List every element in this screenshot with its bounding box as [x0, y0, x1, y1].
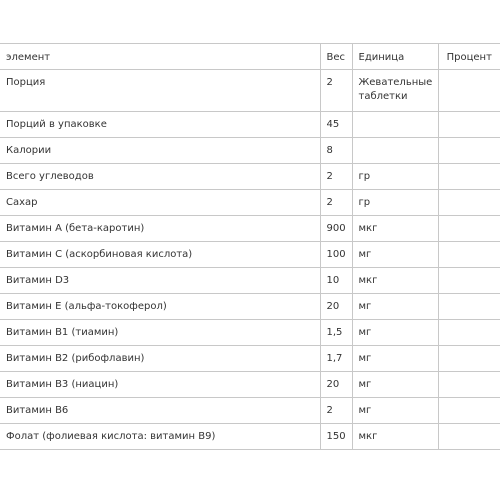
cell-weight: 1,7 [320, 346, 352, 372]
cell-unit: мкг [352, 424, 438, 450]
cell-unit: мкг [352, 268, 438, 294]
cell-weight: 10 [320, 268, 352, 294]
cell-percent [438, 320, 500, 346]
cell-unit: гр [352, 190, 438, 216]
cell-percent [438, 424, 500, 450]
cell-weight: 20 [320, 294, 352, 320]
cell-unit: мг [352, 242, 438, 268]
table-header-row [0, 44, 500, 70]
cell-element: Витамин C (аскорбиновая кислота) [0, 242, 320, 268]
cell-weight: 2 [320, 398, 352, 424]
cell-unit: мг [352, 346, 438, 372]
cell-unit: гр [352, 164, 438, 190]
cell-percent [438, 294, 500, 320]
table-row [0, 70, 500, 112]
cell-percent [438, 268, 500, 294]
cell-unit: мг [352, 294, 438, 320]
cell-element: Витамин E (альфа-токоферол) [0, 294, 320, 320]
cell-weight: 900 [320, 216, 352, 242]
cell-weight: 150 [320, 424, 352, 450]
cell-weight: 1,5 [320, 320, 352, 346]
cell-percent [438, 372, 500, 398]
cell-weight: 20 [320, 372, 352, 398]
cell-element: Всего углеводов [0, 164, 320, 190]
table-row [0, 294, 500, 320]
header-percent: Процент [438, 44, 500, 70]
cell-element: Витамин D3 [0, 268, 320, 294]
cell-element: Витамин B6 [0, 398, 320, 424]
table-row [0, 164, 500, 190]
cell-element: Витамин А (бета-каротин) [0, 216, 320, 242]
cell-percent [438, 216, 500, 242]
cell-unit: мкг [352, 216, 438, 242]
cell-weight: 100 [320, 242, 352, 268]
table-row [0, 398, 500, 424]
table-row [0, 424, 500, 450]
cell-unit [352, 138, 438, 164]
cell-weight: 2 [320, 70, 352, 112]
cell-element: Сахар [0, 190, 320, 216]
cell-percent [438, 112, 500, 138]
cell-weight: 2 [320, 164, 352, 190]
cell-percent [438, 242, 500, 268]
cell-percent [438, 164, 500, 190]
table-row [0, 346, 500, 372]
table-row [0, 320, 500, 346]
table-row [0, 190, 500, 216]
cell-unit [352, 112, 438, 138]
header-unit: Единица [352, 44, 438, 70]
table-row [0, 372, 500, 398]
cell-unit: мг [352, 398, 438, 424]
cell-percent [438, 70, 500, 112]
cell-weight: 45 [320, 112, 352, 138]
cell-element: Витамин B1 (тиамин) [0, 320, 320, 346]
nutrition-table-container [0, 43, 500, 450]
cell-percent [438, 398, 500, 424]
cell-unit: мг [352, 372, 438, 398]
cell-element: Порций в упаковке [0, 112, 320, 138]
cell-element: Витамин B2 (рибофлавин) [0, 346, 320, 372]
cell-element: Фолат (фолиевая кислота: витамин B9) [0, 424, 320, 450]
table-row [0, 112, 500, 138]
nutrition-table [0, 43, 500, 450]
cell-unit: мг [352, 320, 438, 346]
cell-element: Калории [0, 138, 320, 164]
cell-element: Витамин B3 (ниацин) [0, 372, 320, 398]
cell-element: Порция [0, 70, 320, 112]
table-row [0, 268, 500, 294]
table-row [0, 216, 500, 242]
table-row [0, 242, 500, 268]
header-weight: Вес [320, 44, 352, 70]
table-row [0, 138, 500, 164]
header-element: элемент [0, 44, 320, 70]
cell-weight: 2 [320, 190, 352, 216]
cell-percent [438, 138, 500, 164]
cell-percent [438, 346, 500, 372]
cell-unit: Жевательные таблетки [352, 70, 438, 112]
cell-weight: 8 [320, 138, 352, 164]
cell-percent [438, 190, 500, 216]
